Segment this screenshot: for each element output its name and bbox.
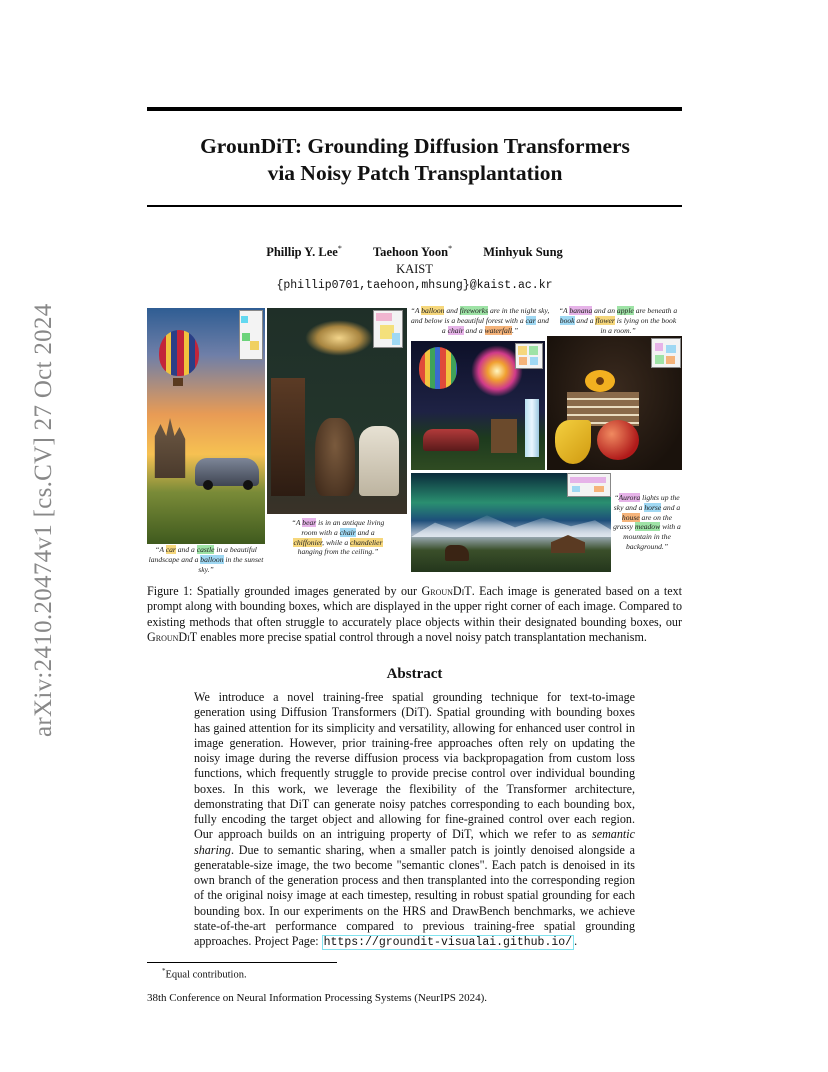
image-antique-living-room: [267, 308, 407, 514]
prompt-caption-2: “A bear is in an antique living room with a chair and a chiffonier, while a chandelier hanging from the ceiling.”: [291, 518, 385, 557]
horse-shape: [445, 545, 469, 561]
author-2: Taehoon Yoon*: [372, 244, 453, 260]
prompt-caption-1: “A car and a castle in a beautiful landscape and a balloon in the sunset sky.”: [148, 545, 264, 574]
bbox-layout: [651, 338, 681, 368]
project-page-link[interactable]: https://groundit-visualai.github.io/: [323, 936, 573, 949]
author-3: Minhyuk Sung: [483, 245, 563, 260]
paper-title-line-2: via Noisy Patch Transplantation: [267, 161, 563, 185]
chandelier-shape: [305, 320, 373, 356]
footnote-rule: [147, 962, 337, 963]
author-1: Phillip Y. Lee*: [266, 244, 342, 260]
bear-shape: [315, 418, 355, 496]
image-aurora-meadow: [411, 473, 611, 572]
apple-shape: [597, 420, 639, 460]
title-rule: [147, 205, 682, 207]
author-list: [147, 244, 682, 260]
paper-title-line-1: GrounDiT: Grounding Diffusion Transformers: [200, 134, 630, 158]
footnote: *Equal contribution.: [162, 967, 247, 981]
chiffonier-shape: [271, 378, 305, 496]
flower-shape: [585, 370, 615, 392]
figure-caption: Figure 1: Spatially grounded images generated by our GrounDiT. Each image is generated based on a text prompt along with bounding boxes, which are displayed in the upper right corner of each image. Compared to existing methods that often struggle to accurately place objects within their designated bounding boxes, our GrounDiT enables more precise spatial control through a novel noisy patch transplantation mechanism.: [147, 584, 682, 644]
image-sunset-landscape: [147, 308, 265, 544]
top-rule: [147, 107, 682, 111]
chair-shape: [359, 426, 399, 496]
bbox-layout: [515, 343, 543, 369]
balloon-shape: [419, 347, 457, 389]
author-emails: {phillip0701,taehoon,mhsung}@kaist.ac.kr: [276, 279, 553, 292]
house-shape: [551, 535, 585, 553]
mountain-shape: [411, 513, 611, 537]
balloon-shape: [159, 330, 199, 376]
bbox-layout: [373, 310, 403, 348]
image-night-fireworks: [411, 341, 545, 470]
arxiv-identifier: arXiv:2410.20474v1 [cs.CV] 27 Oct 2024: [30, 303, 57, 737]
prompt-caption-3: “A balloon and fireworks are in the night sky, and below is a beautiful forest with a car and a chair and a waterfall.”: [410, 306, 550, 335]
abstract-heading: Abstract: [386, 666, 443, 682]
venue-line: 38th Conference on Neural Information Processing Systems (NeurIPS 2024).: [147, 992, 488, 1004]
image-book-still-life: [547, 336, 682, 470]
affiliation: KAIST: [396, 262, 433, 276]
car-shape: [423, 429, 479, 451]
abstract-body: We introduce a novel training-free spatial grounding technique for text-to-image generation using Diffusion Transformers (DiT). Spatial grounding with bounding boxes has gained attention for its simplicity and versatility, allowing for enhanced user control in image generation. However, prior training-free approaches often rely on updating the noisy image during the reverse diffusion process via backpropagation from custom loss functions, which frequently struggle to provide precise control over individual bounding boxes. In this work, we leverage the flexibility of the Transformer architecture, demonstrating that DiT can generate noisy patches corresponding to each bounding box, fully encoding the target object and allowing for fine-grained control over each region. Our approach builds on an intriguing property of DiT, which we refer to as semantic sharing. Due to semantic sharing, when a smaller patch is jointly denoised alongside a generatable-size image, the two become "semantic clones". Each patch is denoised in its own branch of the generation process and then transplanted into the corresponding region of the original noisy image at each timestep, resulting in robust spatial grounding for each bounding box. In our experiments on the HRS and DrawBench benchmarks, we achieve state-of-the-art performance compared to previous training-free spatial grounding approaches. Project Page: https://groundit-visualai.github.io/ .: [194, 690, 635, 949]
prompt-caption-4: “A banana and an apple are beneath a book and a flower is lying on the book in a room.”: [558, 306, 678, 335]
waterfall-shape: [525, 399, 539, 457]
bbox-layout: [567, 473, 611, 497]
chair-shape: [491, 419, 517, 453]
bbox-layout: [239, 310, 263, 360]
castle-shape: [151, 418, 189, 478]
banana-shape: [555, 420, 591, 464]
prompt-caption-5: “Aurora lights up the sky and a horse and a house are on the grassy meadow with a mountain in the background.”: [613, 493, 681, 551]
